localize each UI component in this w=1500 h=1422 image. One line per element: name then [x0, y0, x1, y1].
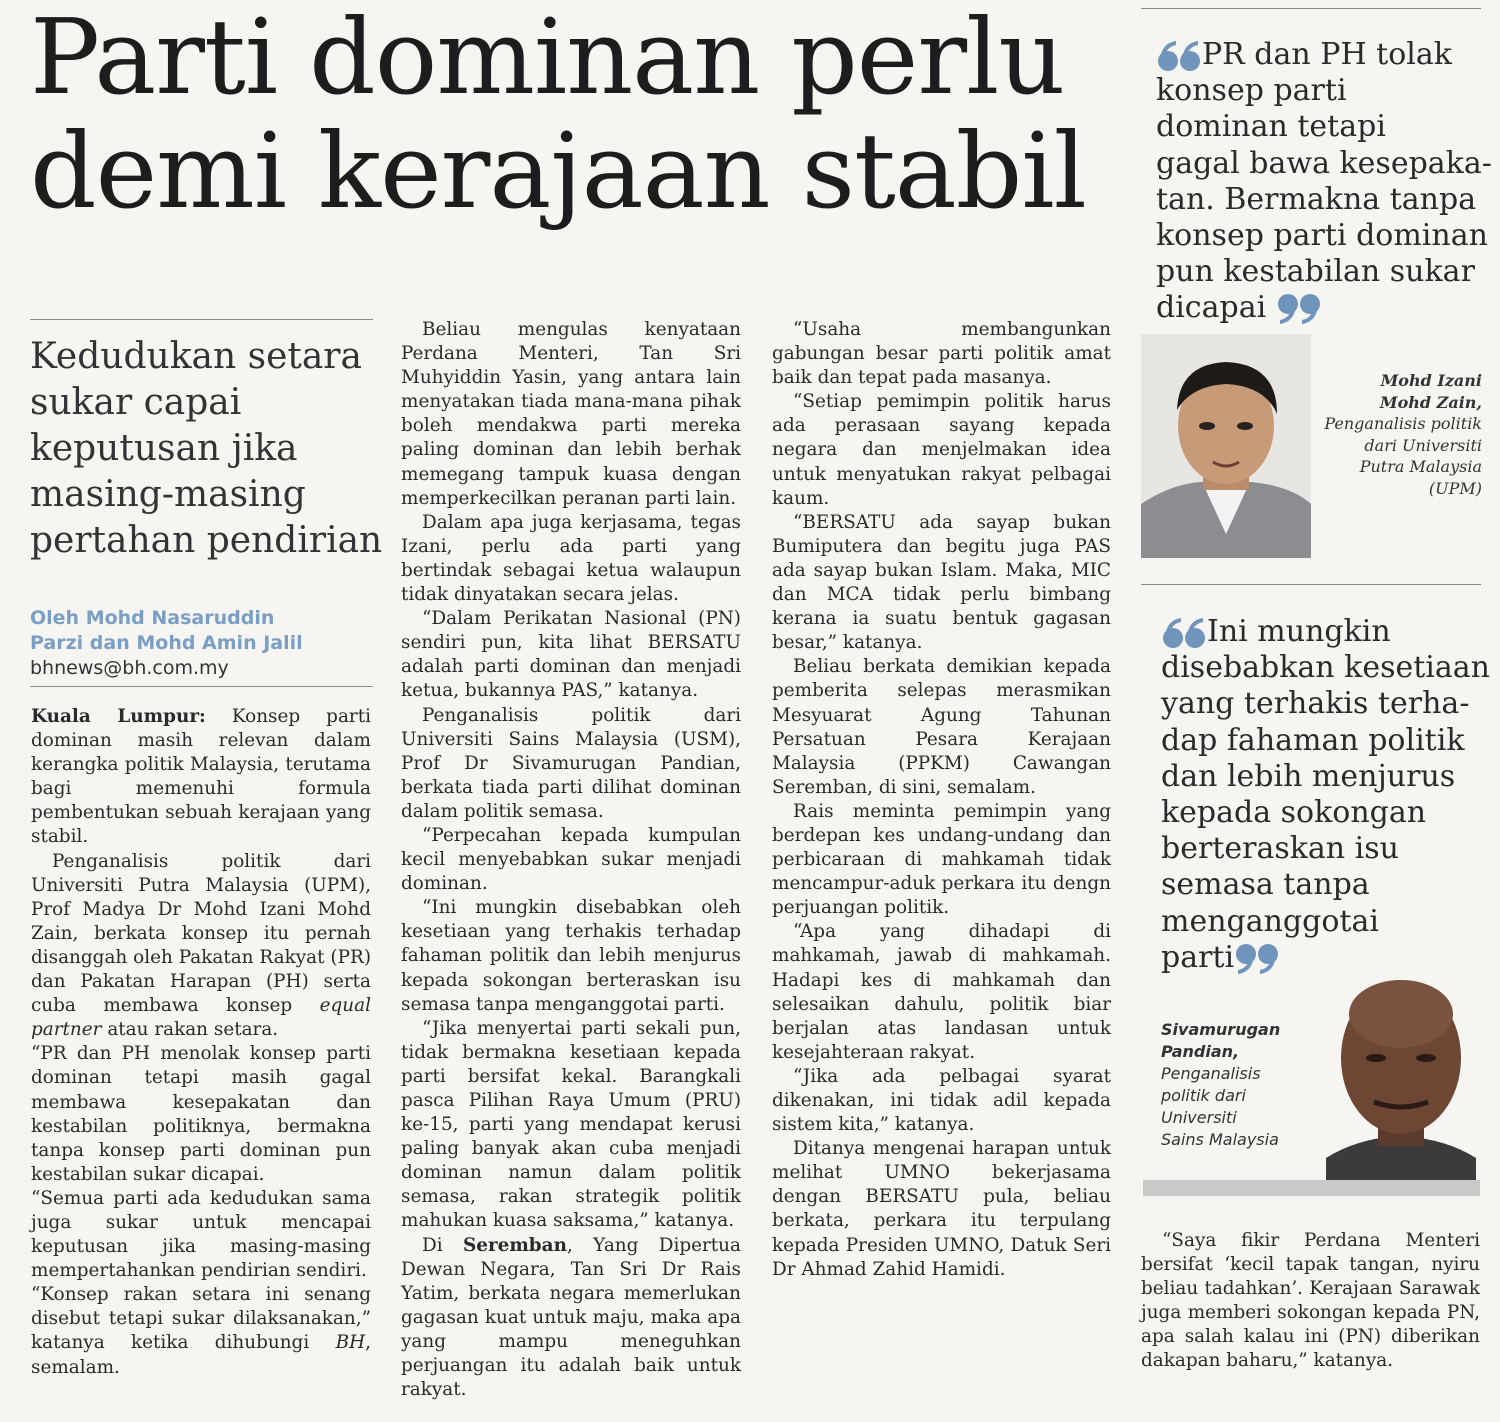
paragraph: Beliau berkata demikian kepada pemberita selepas merasmikan Mesyuarat Agung Tahunan Persatuan Pesara Kerajaan Malaysia (PPKM) Cawangan Seremban, di sini, semalam.: [772, 656, 1111, 798]
pull-quote-line: dominan tetapi: [1156, 109, 1386, 145]
caption-role: dari Universiti: [1364, 435, 1482, 455]
article-column-3: [772, 318, 1111, 1282]
portrait-image: [1318, 962, 1483, 1180]
pull-quote-line: konsep parti dominan: [1156, 218, 1488, 254]
caption-name: Mohd Izani: [1380, 371, 1482, 390]
byline-email: bhnews@bh.com.my: [30, 657, 229, 679]
article-column-4: [1141, 1229, 1480, 1374]
byline-line: Parzi dan Mohd Amin Jalil: [30, 632, 303, 654]
place-name: Seremban: [462, 1234, 567, 1256]
paragraph: Beliau mengulas kenyataan Perdana Menteri, Tan Sri Muhyiddin Yasin, yang antara lain menyatakan tiada mana-mana pihak boleh mendakwa parti mereka paling dominan dan lebih berhak memegang tampuk kuasa dengan memperkecilkan peranan parti lain.: [401, 319, 741, 509]
photo-caption-1: [1300, 370, 1482, 499]
close-quote-icon: [1234, 942, 1280, 976]
pull-quote-1: [1156, 37, 1492, 327]
paragraph: “PR dan PH menolak konsep parti dominan tetapi masih gagal membawa kesepakatan dan kestabilan politiknya, bermakna tanpa konsep parti dominan pun kestabilan sukar dicapai.: [31, 1043, 371, 1185]
paragraph: “Apa yang dihadapi di mahkamah, jawab di mahkamah. Hadapi kes di mahkamah dan selesaikan dahulu, politik biar berjalan atas landasan untuk kesejahteraan rakyat.: [772, 921, 1111, 1063]
paragraph: “Jika menyertai parti sekali pun, tidak bermakna kesetiaan kepada parti bersifat kekal. Barangkali pasca Pilihan Raya Umum (PRU) ke-15, parti yang mendapat kerusi paling banyak akan cuba menjadi dominan namun dalam politik semasa, rakan strategik politik mahukan kuasa saksama,” katanya.: [401, 1017, 741, 1232]
paragraph: [31, 850, 371, 1043]
paragraph: “Semua parti ada kedudukan sama juga sukar untuk mencapai keputusan jika masing-masing mempertahankan pendirian sendiri.: [31, 1187, 371, 1282]
article-column-1: [31, 705, 371, 1380]
paragraph: Ditanya mengenai harapan untuk melihat UMNO bekerjasama dengan BERSATU pula, beliau berkata, perkara itu terpulang kepada Presiden UMNO, Datuk Seri Dr Ahmad Zahid Hamidi.: [772, 1138, 1111, 1280]
pull-quote-line: menganggotai: [1161, 903, 1379, 939]
paragraph-text: , semalam.: [31, 1332, 371, 1378]
portrait-image: [1141, 334, 1311, 558]
paragraph-italic: equal partner: [31, 995, 371, 1041]
pull-quote-text: PR dan PH tolak: [1202, 37, 1452, 72]
pull-quote-line: berteraskan isu: [1161, 831, 1399, 867]
pull-quote-line: gagal bawa kesepaka-: [1156, 145, 1492, 181]
caption-role: Penganalisis: [1161, 1064, 1261, 1083]
deck-line: keputusan jika: [30, 428, 298, 469]
caption-role: politik dari: [1161, 1086, 1246, 1105]
paragraph: “Jika ada pelbagai syarat dikenakan, ini tidak adil kepada sistem kita,” katanya.: [772, 1065, 1111, 1136]
byline-line: Oleh Mohd Nasaruddin: [30, 607, 275, 629]
pull-quote-line: disebabkan kesetiaan: [1161, 650, 1490, 686]
pull-quote-text: parti: [1161, 939, 1235, 975]
paragraph-text: “Konsep rakan setara ini senang disebut tetapi sukar dilaksanakan,” katanya ketika dihubungi: [31, 1284, 371, 1354]
caption-role: Universiti: [1161, 1108, 1237, 1127]
caption-role: Putra Malaysia: [1359, 457, 1482, 476]
pull-quote-line: [1156, 37, 1486, 73]
paragraph-text: , Yang Dipertua Dewan Negara, Tan Sri Dr Rais Yatim, berkata negara memerlukan gagasan kuat untuk maju, maka apa yang mampu meneguhkan perjuangan itu adalah baik untuk rakyat.: [401, 1234, 741, 1401]
deck: [30, 334, 383, 564]
pull-quote-line: konsep parti: [1156, 73, 1347, 109]
pull-quote-line: [1156, 290, 1486, 326]
divider: [1141, 584, 1481, 585]
portrait-photo-izani: [1141, 334, 1311, 558]
pull-quote-line: kepada sokongan: [1161, 795, 1427, 831]
divider: [1141, 8, 1481, 9]
dateline: Kuala Lumpur:: [31, 706, 206, 727]
caption-bar: [1143, 1180, 1480, 1196]
paragraph: “Saya fikir Perdana Menteri bersifat ‘kecil tapak tangan, nyiru beliau tadahkan’. Kerajaan Sarawak juga memberi sokongan kepada PN, apa salah kalau ini (PN) diberikan dakapan baharu,” katanya.: [1141, 1230, 1480, 1372]
paragraph-text: atau rakan setara.: [107, 1019, 279, 1041]
paragraph: [31, 1283, 371, 1379]
divider: [30, 319, 373, 320]
portrait-photo-sivamurugan: [1318, 962, 1483, 1180]
paragraph: Penganalisis politik dari Universiti Sains Malaysia (USM), Prof Dr Sivamurugan Pandian, berkata tiada parti dilihat dominan dalam politik semasa.: [401, 704, 741, 822]
headline-line: demi kerajaan stabil: [30, 110, 1086, 232]
deck-line: pertahan pendirian: [30, 520, 383, 561]
deck-line: Kedudukan setara: [30, 336, 362, 377]
paragraph: “Ini mungkin disebabkan oleh kesetiaan yang terhakis terhadap fahaman politik dan lebih menjurus kepada sokongan berteraskan isu semasa tanpa menganggotai parti.: [401, 897, 741, 1015]
paragraph: “Dalam Perikatan Nasional (PN) sendiri pun, kita lihat BERSATU adalah parti dominan dan menjadi ketua, bukannya PAS,” katanya.: [401, 608, 741, 702]
paragraph-text: Konsep parti dominan masih relevan dalam kerangka politik Malaysia, terutama bagi memenuhi formula pembentukan sebuah kerajaan yang stabil.: [31, 706, 371, 848]
paragraph: [31, 705, 371, 850]
open-quote-icon: [1161, 616, 1207, 650]
caption-name: Mohd Zain,: [1379, 392, 1482, 412]
deck-line: masing-masing: [30, 474, 306, 515]
paragraph-italic: BH: [335, 1332, 366, 1354]
caption-role: (UPM): [1428, 478, 1482, 498]
divider: [30, 686, 373, 687]
pull-quote-line: dan lebih menjurus: [1161, 758, 1456, 794]
paragraph: Dalam apa juga kerjasama, tegas Izani, perlu ada parti yang bertindak sebagai ketua walaupun tidak dinyatakan secara jelas.: [401, 511, 741, 606]
caption-name: Pandian,: [1161, 1042, 1240, 1061]
paragraph-text: Penganalisis politik dari Universiti Putra Malaysia (UPM), Prof Madya Dr Mohd Izani Mohd Zain, berkata konsep itu pernah disanggah oleh Pakatan Rakyat (PR) dan Pakatan Harapan (PH) serta cuba membawa konsep: [31, 850, 371, 1017]
pull-quote-text: dicapai: [1156, 290, 1267, 326]
open-quote-icon: [1156, 39, 1202, 73]
pull-quote-2: [1161, 614, 1491, 976]
paragraph: “Setiap pemimpin politik harus ada perasaan sayang kepada negara dan menjelmakan idea untuk menyatukan rakyat pelbagai kaum.: [772, 391, 1111, 509]
pull-quote-line: semasa tanpa: [1161, 867, 1370, 903]
paragraph: [401, 1234, 741, 1403]
photo-caption-2: [1161, 1019, 1331, 1151]
close-quote-icon: [1276, 292, 1322, 326]
deck-line: sukar capai: [30, 382, 242, 423]
pull-quote-line: dap fahaman politik: [1161, 722, 1465, 758]
headline: [30, 0, 1120, 232]
paragraph: “Usaha membangunkan gabungan besar parti politik amat baik dan tepat pada masanya.: [772, 319, 1111, 389]
paragraph: “BERSATU ada sayap bukan Bumiputera dan begitu juga PAS ada sayap bukan Islam. Maka, MIC dan MCA tidak perlu bimbang kerana ia suatu bentuk gagasan besar,” katanya.: [772, 511, 1111, 654]
caption-name: Sivamurugan: [1161, 1020, 1281, 1039]
pull-quote-line: tan. Bermakna tanpa: [1156, 181, 1477, 217]
byline: [30, 606, 375, 656]
pull-quote-line: [1161, 614, 1491, 650]
pull-quote-text: Ini mungkin: [1207, 614, 1391, 649]
paragraph-text: Di: [422, 1234, 443, 1256]
pull-quote-line: yang terhakis terha-: [1161, 686, 1470, 722]
paragraph: “Perpecahan kepada kumpulan kecil menyebabkan sukar menjadi dominan.: [401, 824, 741, 895]
pull-quote-line: pun kestabilan sukar: [1156, 254, 1475, 290]
headline-line: Parti dominan perlu: [30, 0, 1065, 118]
paragraph: Rais meminta pemimpin yang berdepan kes undang-undang dan perbicaraan di mahkamah tidak mencampur-aduk perkara itu dengn perjuangan politik.: [772, 800, 1111, 919]
caption-role: Penganalisis politik: [1324, 414, 1482, 433]
caption-role: Sains Malaysia: [1161, 1130, 1279, 1149]
article-column-2: [401, 318, 741, 1402]
